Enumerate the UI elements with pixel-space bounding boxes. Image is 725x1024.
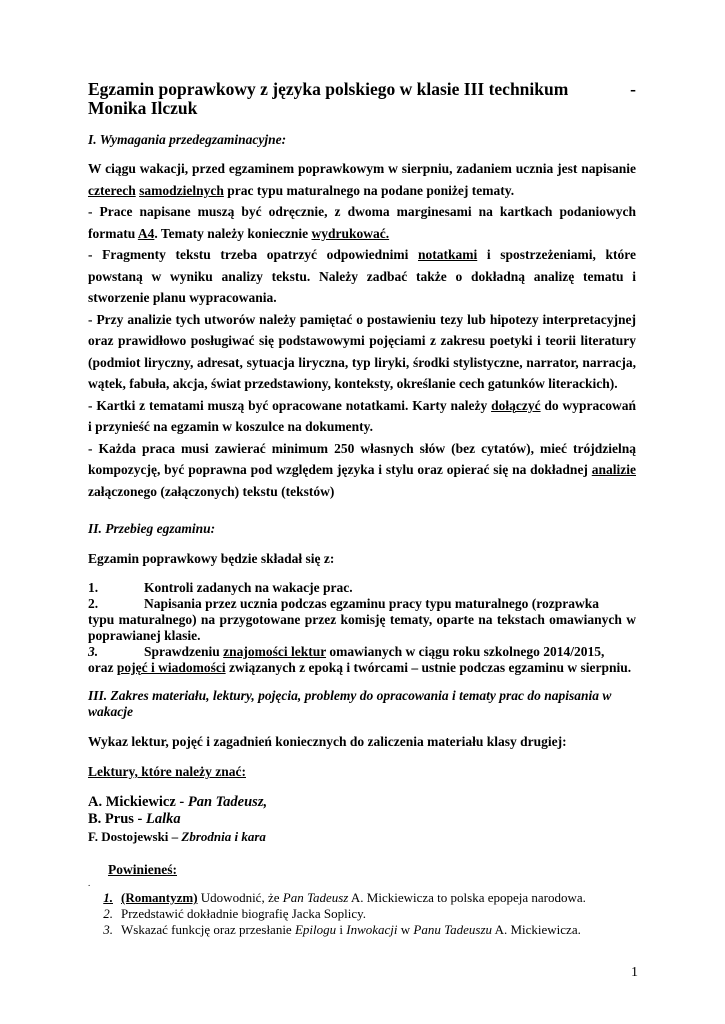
section-3-heading: III. Zakres materiału, lektury, pojęcia, problemy do opracowania i tematy prac do napisania w wakacje <box>88 688 612 719</box>
document-title <box>88 80 636 118</box>
exam-step-3-continued: oraz pojęć i wiadomości związanych z epoką i twórcami – ustnie podczas egzaminu w sierpniu. <box>88 660 632 675</box>
stray-dot: . <box>88 878 91 888</box>
powinienes-heading: Powinieneś: <box>108 862 177 877</box>
document-page <box>88 80 636 938</box>
exam-step-3: 3. Sprawdzeniu znajomości lektur omawianych w ciągu roku szkolnego 2014/2015, <box>88 644 605 659</box>
section-3-intro: Wykaz lektur, pojęć i zagadnień koniecznych do zaliczenia materiału klasy drugiej: <box>88 734 567 749</box>
paragraph-1: W ciągu wakacji, przed egzaminem poprawkowym w sierpniu, zadaniem ucznia jest napisanie czterech samodzielnych prac typu maturalnego na podane poniżej tematy. <box>88 161 636 198</box>
book-item: A. Mickiewicz - Pan Tadeusz, <box>88 794 268 810</box>
title-dash: - <box>630 79 636 99</box>
lektury-heading: Lektury, które należy znać: <box>88 764 246 779</box>
paragraph-5: - Kartki z tematami muszą być opracowane notatkami. Karty należy dołączyć do wypracowań i przynieść na egzamin w koszulce na dokumenty. <box>88 397 636 434</box>
book-item: F. Dostojewski – Zbrodnia i kara <box>88 829 266 844</box>
book-list <box>88 794 636 845</box>
task-list <box>94 890 636 938</box>
title-line-1: Egzamin poprawkowy z języka polskiego w klasie III technikum <box>88 79 569 99</box>
task-item: 1. (Romantyzm) Udowodnić, że Pan Tadeusz A. Mickiewicza to polska epopeja narodowa. <box>103 890 586 905</box>
title-line-2: Monika Ilczuk <box>88 98 198 118</box>
section-2-intro: Egzamin poprawkowy będzie składał się z: <box>88 551 335 566</box>
exam-step-2-continued: typu maturalnego) na przygotowane przez komisję tematy, oparte na tekstach omawianych w poprawianej klasie. <box>88 612 636 643</box>
paragraph-4: - Przy analizie tych utworów należy pamiętać o postawieniu tezy lub hipotezy interpretacyjnej oraz prawidłowo posługiwać się podstawowymi pojęciami z zakresu poetyki i teorii literatury (podmiot liryczny, adresat, sytuacja liryczna, typ liryki, środki stylistyczne, narrator, narracja, wątek, fabuła, akcja, świat przedstawiony, konteksty, określanie cech gatunków literackich). <box>88 311 636 391</box>
page-number: 1 <box>631 965 638 980</box>
exam-step-2: 2. Napisania przez ucznia podczas egzaminu pracy typu maturalnego (rozprawka <box>88 596 599 611</box>
exam-step-1: 1. Kontroli zadanych na wakacje prac. <box>88 580 353 595</box>
paragraph-2: - Prace napisane muszą być odręcznie, z dwoma marginesami na kartkach podaniowych formatu A4. Tematy należy koniecznie wydrukować. <box>88 204 636 241</box>
task-item: 3. Wskazać funkcję oraz przesłanie Epilogu i Inwokacji w Panu Tadeuszu A. Mickiewicza. <box>103 922 581 937</box>
section-1-body <box>88 158 636 502</box>
paragraph-6: - Każda praca musi zawierać minimum 250 własnych słów (bez cytatów), mieć trójdzielną kompozycję, być poprawna pod względem języka i stylu oraz opierać się na dokładnej analizie załączonego (załączonych) tekstu (tekstów) <box>88 440 636 499</box>
section-1-heading: I. Wymagania przedegzaminacyjne: <box>88 132 287 147</box>
paragraph-3: - Fragmenty tekstu trzeba opatrzyć odpowiednimi notatkami i spostrzeżeniami, które powstaną w wyniku analizy tekstu. Należy zadbać także o dokładną analizę tematu i stworzenie planu wypracowania. <box>88 247 636 305</box>
section-2-heading: II. Przebieg egzaminu: <box>88 521 216 536</box>
book-item: B. Prus - Lalka <box>88 811 181 827</box>
task-item: 2. Przedstawić dokładnie biografię Jacka Soplicy. <box>103 906 366 921</box>
exam-steps-list <box>88 580 636 676</box>
